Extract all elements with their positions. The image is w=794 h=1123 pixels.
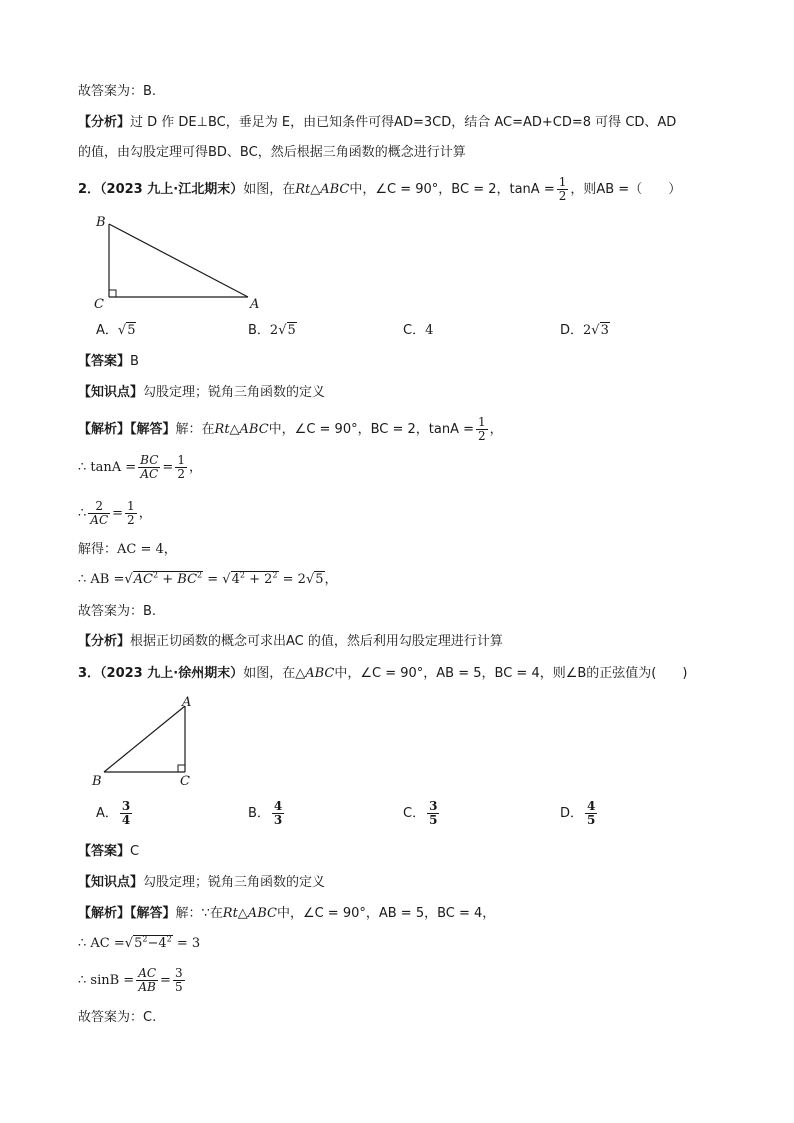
prev-analysis-line-2: 的值，由勾股定理可得BD、BC，然后根据三角函数的概念进行计算 bbox=[78, 145, 466, 160]
q3-option-c[interactable]: C． $\frac{3}{5}$ bbox=[403, 799, 438, 827]
q2-vertex-a-label: A bbox=[250, 297, 260, 310]
q3-stem: 3．（2023 九上·徐州期末）如图，在△ABC中，∠C = 90°，AB = 5，BC = 4，则∠B的正弦值为( ) bbox=[78, 666, 688, 681]
q2-answer-line: 故答案为：B. bbox=[78, 604, 157, 619]
q2-tan-fraction: $\frac{1}{2}$ bbox=[558, 175, 567, 203]
q2-solution-step-3: 解得：AC = 4， bbox=[78, 542, 177, 557]
q2-option-a[interactable]: A．√5 bbox=[96, 323, 136, 338]
prev-answer-line: 故答案为：B. bbox=[78, 84, 157, 99]
q3-option-d[interactable]: D． $\frac{4}{5}$ bbox=[560, 799, 596, 827]
q2-option-b[interactable]: B．2√5 bbox=[248, 323, 296, 338]
q2-option-d[interactable]: D．2√3 bbox=[560, 323, 609, 338]
q3-solution-step-1: ∴ AC $=√5^2-4^2 = 3$ bbox=[78, 934, 201, 951]
q2-knowledge-point: 【知识点】勾股定理；锐角三角函数的定义 bbox=[78, 385, 326, 400]
q3-vertex-c-label: C bbox=[180, 774, 190, 789]
q2-analysis: 【分析】根据正切函数的概念可求出AC 的值，然后利用勾股定理进行计算 bbox=[78, 634, 503, 649]
q2-solution-step-1: ∴ tanA = $\frac{BC}{AC}$ = $\frac{1}{2}$ ， bbox=[78, 453, 202, 481]
q3-option-a[interactable]: A． $\frac{3}{4}$ bbox=[96, 799, 131, 827]
q3-answer: 【答案】C bbox=[78, 844, 140, 859]
q3-solution-step-2: ∴ sinB = $\frac{AC}{AB}$ = $\frac{3}{5}$ bbox=[78, 966, 183, 994]
q3-option-b[interactable]: B． $\frac{4}{3}$ bbox=[248, 799, 283, 827]
prev-analysis-line-1: 【分析】过 D 作 DE⊥BC，垂足为 E，由已知条件可得AD=3CD，结合 AC=AD+CD=8 可得 CD、AD bbox=[78, 115, 677, 130]
q2-answer: 【答案】B bbox=[78, 354, 139, 369]
q3-vertex-a-label: A bbox=[182, 695, 192, 710]
q3-solution-given: 【解析】【解答】解：∵在Rt△ABC中，∠C = 90°，AB = 5，BC = 4， bbox=[78, 906, 496, 921]
q3-vertex-b-label: B bbox=[92, 774, 102, 789]
q2-solution-step-2: ∴ $\frac{2}{AC}$ = $\frac{1}{2}$ ， bbox=[78, 499, 152, 527]
q3-triangle-figure bbox=[88, 694, 208, 794]
q2-vertex-c-label: C bbox=[94, 297, 104, 310]
q2-vertex-b-label: B bbox=[96, 215, 106, 230]
q2-option-c[interactable]: C．4 bbox=[403, 323, 434, 338]
q2-triangle-figure bbox=[90, 210, 270, 310]
q3-answer-line: 故答案为：C. bbox=[78, 1010, 157, 1025]
q2-solution-step-4: ∴ AB $=√AC^2 + BC^2 = √4^2 + 2^2 = 2√5$， bbox=[78, 570, 338, 587]
q2-solution-given: 【解析】【解答】解：在Rt△ABC中，∠C = 90°，BC = 2，tanA = $\frac{1}{2}$ ， bbox=[78, 415, 503, 443]
q2-stem: 2．（2023 九上·江北期末）如图，在Rt△ABC中，∠C = 90°，BC = 2，tanA = $\frac{1}{2}$ ，则AB =（ ） bbox=[78, 175, 682, 203]
q3-knowledge-point: 【知识点】勾股定理；锐角三角函数的定义 bbox=[78, 875, 326, 890]
